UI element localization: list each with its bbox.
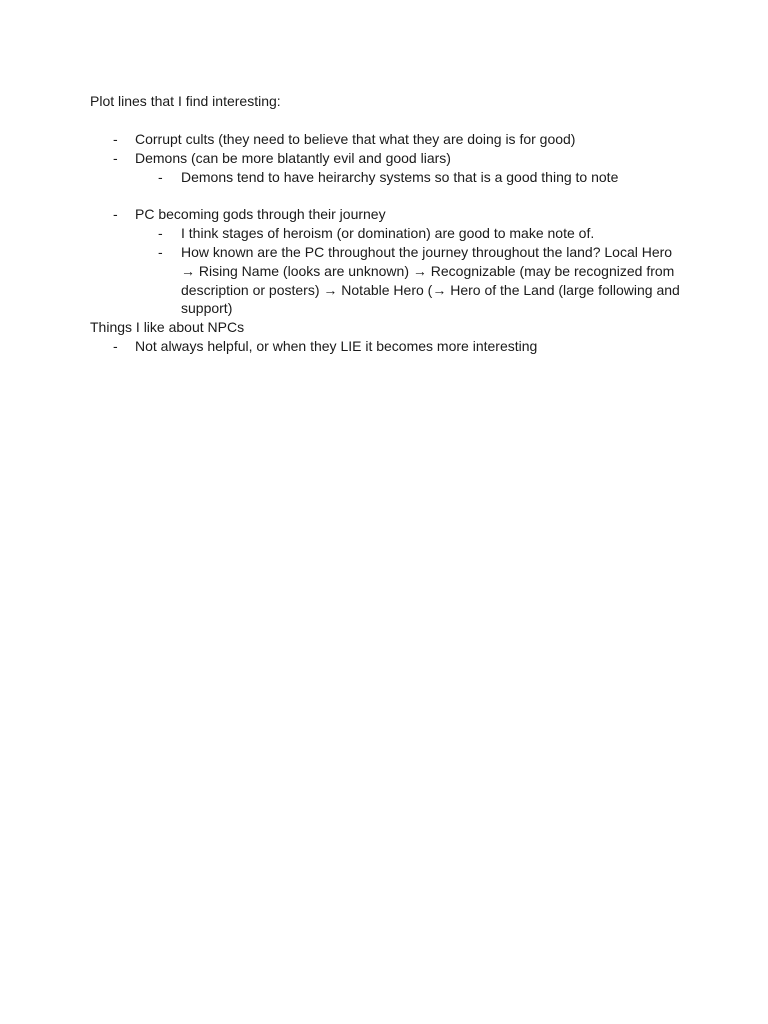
bullet-dash: - (158, 169, 163, 185)
list-subitem-text: I think stages of heroism (or domination) are good to make note of. (181, 225, 595, 241)
list-item-text: Not always helpful, or when they LIE it becomes more interesting (135, 338, 538, 354)
bullet-dash: - (113, 150, 118, 166)
bullet-dash: - (158, 244, 163, 260)
list-subitem-text: description or posters) → Notable Hero (→ Hero of the Land (large following and (181, 282, 680, 298)
bullet-dash: - (113, 338, 118, 354)
list-item-text: Demons (can be more blatantly evil and good liars) (135, 150, 451, 166)
list-subitem-text: → Rising Name (looks are unknown) → Recognizable (may be recognized from (181, 263, 675, 279)
list-item-text: Corrupt cults (they need to believe that what they are doing is for good) (135, 131, 576, 147)
list-subitem-text: support) (181, 300, 233, 316)
list-subitem-text: How known are the PC throughout the journey throughout the land? Local Hero (181, 244, 673, 260)
list-item-text: PC becoming gods through their journey (135, 206, 386, 222)
bullet-dash: - (158, 225, 163, 241)
heading-plot-lines: Plot lines that I find interesting: (90, 93, 281, 109)
bullet-dash: - (113, 131, 118, 147)
list-subitem-text: Demons tend to have heirarchy systems so that is a good thing to note (181, 169, 619, 185)
bullet-dash: - (113, 206, 118, 222)
heading-npcs: Things I like about NPCs (90, 319, 245, 335)
